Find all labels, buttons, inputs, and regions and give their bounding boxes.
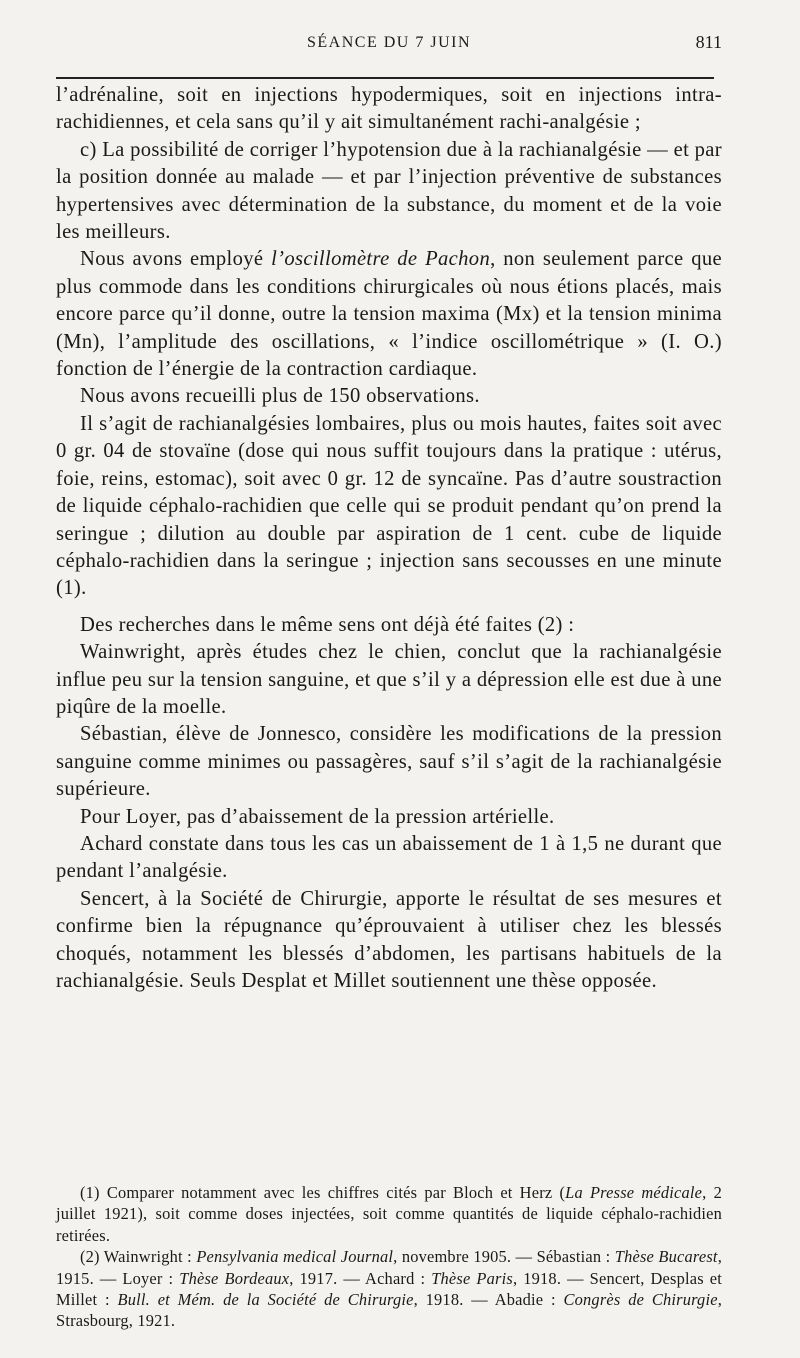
italic-run: Thèse Bordeaux bbox=[179, 1268, 290, 1288]
italic-run: Thèse Bucarest bbox=[614, 1247, 718, 1267]
italic-run: Congrès de Chirurgie bbox=[563, 1290, 718, 1310]
footnotes bbox=[56, 1182, 722, 1332]
text-run: , non seulement parce que plus commode dans les conditions chirurgicales où nous étions placés, mais encore parce qu’il donne, outre la tension maxima (Mx) et la tension minima (Mn), l’amplitude des oscillations, « l’indice oscillométrique » (I. O.) fonction de l’énergie de la contraction cardiaque. bbox=[56, 248, 722, 381]
text-run: , 1917. — Achard : bbox=[289, 1268, 432, 1288]
text-run: , 1918. — Abadie : bbox=[413, 1290, 564, 1310]
paragraph: l’adrénaline, soit en injections hypodermiques, soit en injections intra-rachidiennes, et cela sans qu’il y ait simultanément rachi-analgésie ; bbox=[56, 84, 722, 134]
paragraph: Wainwright, après études chez le chien, conclut que la rachianalgésie influe peu sur la tension sanguine, et que s’il y a dépression elle est due à une piqûre de la moelle. bbox=[56, 641, 723, 718]
italic-run: La Presse médicale bbox=[565, 1183, 703, 1202]
paragraph bbox=[56, 246, 722, 383]
header-rule bbox=[56, 77, 714, 79]
page bbox=[56, 30, 723, 1331]
italic-run: Bull. et Mém. de la Société de Chirurgie bbox=[117, 1290, 414, 1310]
paragraph: Achard constate dans tous les cas un abaissement de 1 à 1,5 ne durant que pendant l’analgésie. bbox=[56, 832, 722, 883]
paragraph: Des recherches dans le même sens ont déjà été faites (2) : bbox=[80, 613, 575, 636]
page-number: 811 bbox=[695, 32, 722, 52]
text-run: , 1915. — Loyer : bbox=[56, 1247, 723, 1288]
paragraph: Nous avons recueilli plus de 150 observations. bbox=[80, 385, 480, 408]
running-title: SÉANCE DU 7 JUIN bbox=[307, 34, 471, 51]
footnote bbox=[56, 1246, 722, 1332]
paragraph: c) La possibilité de corriger l’hypotension due à la rachianalgésie — et par la position donnée au malade — et par l’injection préventive de substances hypertensives avec détermination de la substance, du moment et de la voie les meilleurs. bbox=[56, 138, 722, 244]
paragraph: Sencert, à la Société de Chirurgie, apporte le résultat de ses mesures et confirme bien la répugnance qu’éprouvaient à utiliser chez les blessés choqués, notamment les blessés d’abdomen, les partisans habituels de la rachianalgésie. Seuls Desplat et Millet soutiennent une thèse opposée. bbox=[56, 887, 722, 992]
text-run: , Strasbourg, 1921. bbox=[56, 1290, 722, 1331]
text-run: , 1918. — Sencert, Desplas et Millet : bbox=[56, 1268, 722, 1310]
italic-run: Thèse Paris bbox=[431, 1268, 513, 1288]
text-run: Nous avons employé bbox=[80, 248, 272, 271]
running-header bbox=[56, 30, 722, 58]
body-text bbox=[56, 82, 722, 995]
paragraph: Sébastian, élève de Jonnesco, considère les modifications de la pression sanguine comme minimes ou passagères, sauf s’il s’agit de la rachianalgésie supérieure. bbox=[56, 723, 722, 801]
paragraph: Il s’agit de rachianalgésies lombaires, plus ou mois hautes, faites soit avec 0 gr. 04 de stovaïne (dose qui nous suffit toujours dans la pratique : utérus, foie, reins, estomac), soit avec 0 gr. 12 de syncaïne. Pas d’autre soustraction de liquide céphalo-rachidien que celle qui se produit pendant qu’on prend la seringue ; dilution au double par aspiration de 1 cent. cube de liquide céphalo-rachidien dans la seringue ; injection sans secousses en une minute (1). bbox=[56, 412, 722, 600]
italic-run: l’oscillomètre de Pachon bbox=[271, 248, 491, 271]
text-run: (2) Wainwright : bbox=[80, 1247, 197, 1267]
text-run: , novembre 1905. — Sébastian : bbox=[393, 1247, 615, 1267]
paragraph: Pour Loyer, pas d’abaissement de la pression artérielle. bbox=[80, 805, 555, 828]
italic-run: Pensylvania medical Journal bbox=[196, 1247, 394, 1267]
text-run: , 2 juillet 1921), soit comme doses injectées, soit comme quantités de liquide céphalo-rachidien retirées. bbox=[56, 1183, 723, 1245]
footnote bbox=[56, 1182, 722, 1246]
text-run: (1) Comparer notamment avec les chiffres cités par Bloch et Herz ( bbox=[80, 1183, 566, 1202]
